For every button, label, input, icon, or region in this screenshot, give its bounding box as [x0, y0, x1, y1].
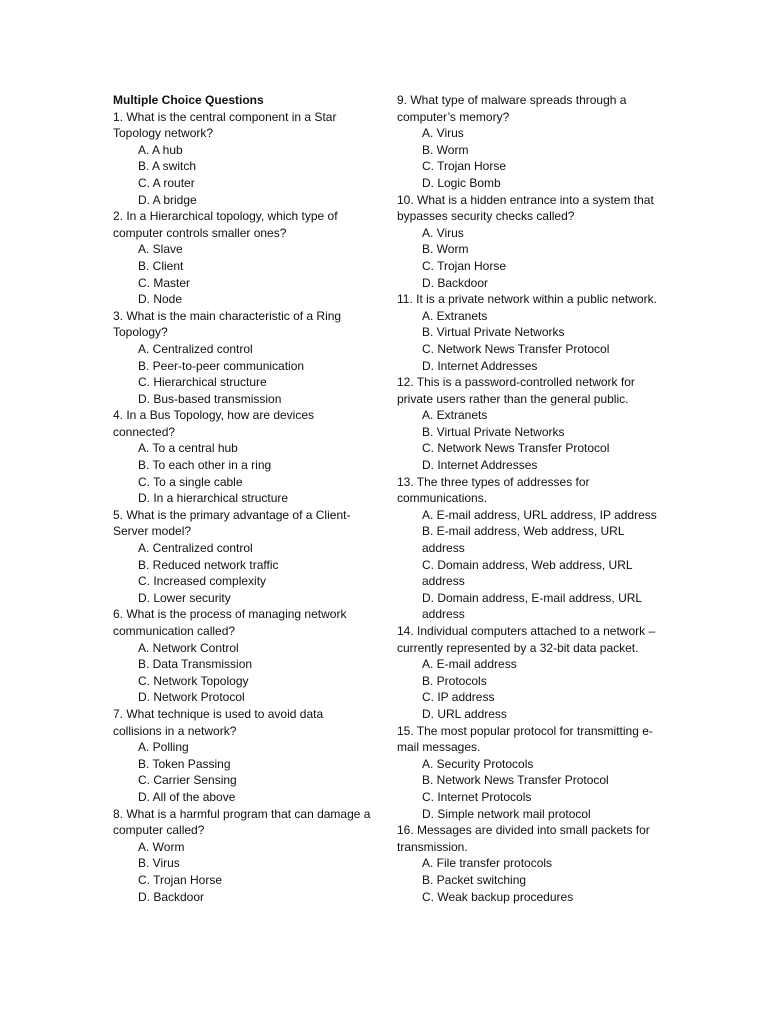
question-text: 5. What is the primary advantage of a Client-Server model? — [113, 507, 351, 539]
answer-option: D. Lower security — [138, 590, 231, 605]
answer-option: A. A hub — [138, 142, 183, 157]
answer-option: A. E-mail address, URL address, IP address — [422, 507, 657, 522]
answer-option: C. Increased complexity — [138, 574, 267, 589]
answer-option: D. Simple network mail protocol — [422, 806, 591, 821]
answer-option: B. Worm — [422, 242, 469, 257]
answer-option: B. Packet switching — [422, 872, 527, 887]
question-text: 10. What is a hidden entrance into a system that bypasses security checks called? — [397, 192, 654, 224]
question-block — [113, 706, 375, 806]
question-text: 6. What is the process of managing network communication called? — [113, 607, 347, 638]
question-text: 7. What technique is used to avoid data collisions in a network? — [113, 706, 324, 738]
answer-option: B. Protocols — [422, 673, 487, 688]
answer-option: B. Client — [138, 258, 184, 273]
answer-option: A. Extranets — [422, 308, 488, 323]
question-text: 4. In a Bus Topology, how are devices connected? — [113, 408, 315, 439]
answer-option: D. Node — [138, 292, 183, 307]
answer-option: C. Network News Transfer Protocol — [422, 441, 610, 456]
answer-option: C. Hierarchical structure — [138, 375, 267, 390]
question-block — [113, 407, 375, 507]
answer-option: B. Network News Transfer Protocol — [422, 773, 609, 788]
answer-option: B. Worm — [422, 142, 469, 157]
answer-option: A. Virus — [422, 126, 464, 141]
answer-option: A. To a central hub — [138, 441, 238, 456]
answer-option: D. Bus-based transmission — [138, 391, 282, 406]
answer-option: D. Backdoor — [422, 275, 489, 290]
question-block — [113, 109, 375, 209]
question-text: 3. What is the main characteristic of a Ring Topology? — [113, 308, 342, 340]
answer-option: B. Reduced network traffic — [138, 557, 279, 572]
question-block — [113, 308, 375, 408]
question-text: 2. In a Hierarchical topology, which type of computer controls smaller ones? — [113, 209, 338, 240]
question-text: 8. What is a harmful program that can damage a computer called? — [113, 806, 371, 838]
answer-option: D. Internet Addresses — [422, 358, 538, 373]
answer-option: C. Trojan Horse — [138, 872, 223, 887]
answer-option: B. Virtual Private Networks — [422, 325, 565, 340]
answer-option: A. E-mail address — [422, 657, 517, 672]
question-block — [113, 507, 375, 607]
answer-option: D. Backdoor — [138, 889, 205, 904]
answer-option: D. Internet Addresses — [422, 458, 538, 473]
answer-option: A. Virus — [422, 225, 464, 240]
answer-option: C. A router — [138, 175, 195, 190]
answer-option: D. Logic Bomb — [422, 175, 501, 190]
answer-option: B. A switch — [138, 159, 197, 174]
question-block — [397, 474, 659, 623]
answer-option: B. Virtual Private Networks — [422, 424, 565, 439]
answer-option: D. All of the above — [138, 789, 236, 804]
left-column — [113, 92, 375, 905]
answer-option: A. Worm — [138, 839, 185, 854]
question-block — [397, 623, 659, 723]
question-block — [113, 606, 375, 706]
question-block — [397, 92, 659, 192]
answer-option: A. Network Control — [138, 640, 239, 655]
question-block — [113, 208, 375, 308]
answer-option: C. To a single cable — [138, 474, 243, 489]
answer-option: B. Data Transmission — [138, 657, 253, 672]
question-text: 15. The most popular protocol for transmitting e-mail messages. — [397, 723, 653, 755]
question-text: 13. The three types of addresses for communications. — [397, 474, 590, 506]
question-block — [397, 192, 659, 292]
answer-option: D. In a hierarchical structure — [138, 491, 289, 506]
answer-option: B. Virus — [138, 856, 180, 871]
question-block — [113, 806, 375, 906]
question-text: 16. Messages are divided into small packets for transmission. — [397, 823, 650, 854]
answer-option: D. URL address — [422, 706, 507, 721]
question-block — [397, 723, 659, 823]
page-heading: Multiple Choice Questions — [113, 93, 264, 107]
right-column — [397, 92, 659, 905]
question-block — [397, 822, 659, 905]
question-text: 1. What is the central component in a Star Topology network? — [113, 109, 337, 141]
answer-option: D. A bridge — [138, 192, 197, 207]
answer-option: D. Domain address, E-mail address, URL address — [422, 590, 642, 622]
answer-option: A. Slave — [138, 242, 183, 257]
answer-option: A. Security Protocols — [422, 756, 534, 771]
answer-option: C. Domain address, Web address, URL address — [422, 557, 633, 589]
question-text: 9. What type of malware spreads through a computer’s memory? — [397, 93, 627, 124]
answer-option: D. Network Protocol — [138, 690, 245, 705]
answer-option: C. Weak backup procedures — [422, 889, 574, 904]
answer-option: C. Trojan Horse — [422, 258, 507, 273]
question-block — [397, 291, 659, 374]
answer-option: A. File transfer protocols — [422, 856, 553, 871]
question-text: 14. Individual computers attached to a network – currently represented by a 32-bit data packet. — [397, 624, 656, 655]
answer-option: C. Internet Protocols — [422, 789, 532, 804]
question-text: 11. It is a private network within a public network. — [397, 292, 657, 307]
question-text: 12. This is a password-controlled network for private users rather than the general public. — [397, 375, 635, 406]
answer-option: C. Network News Transfer Protocol — [422, 341, 610, 356]
answer-option: B. Peer-to-peer communication — [138, 358, 305, 373]
answer-option: C. Network Topology — [138, 673, 249, 688]
answer-option: A. Polling — [138, 740, 189, 755]
answer-option: C. IP address — [422, 690, 495, 705]
answer-option: B. To each other in a ring — [138, 458, 272, 473]
answer-option: C. Trojan Horse — [422, 159, 507, 174]
answer-option: C. Master — [138, 275, 191, 290]
answer-option: A. Centralized control — [138, 341, 253, 356]
answer-option: B. E-mail address, Web address, URL address — [422, 524, 625, 556]
answer-option: A. Centralized control — [138, 541, 253, 556]
answer-option: A. Extranets — [422, 408, 488, 423]
question-block — [397, 374, 659, 474]
answer-option: B. Token Passing — [138, 756, 231, 771]
answer-option: C. Carrier Sensing — [138, 773, 237, 788]
